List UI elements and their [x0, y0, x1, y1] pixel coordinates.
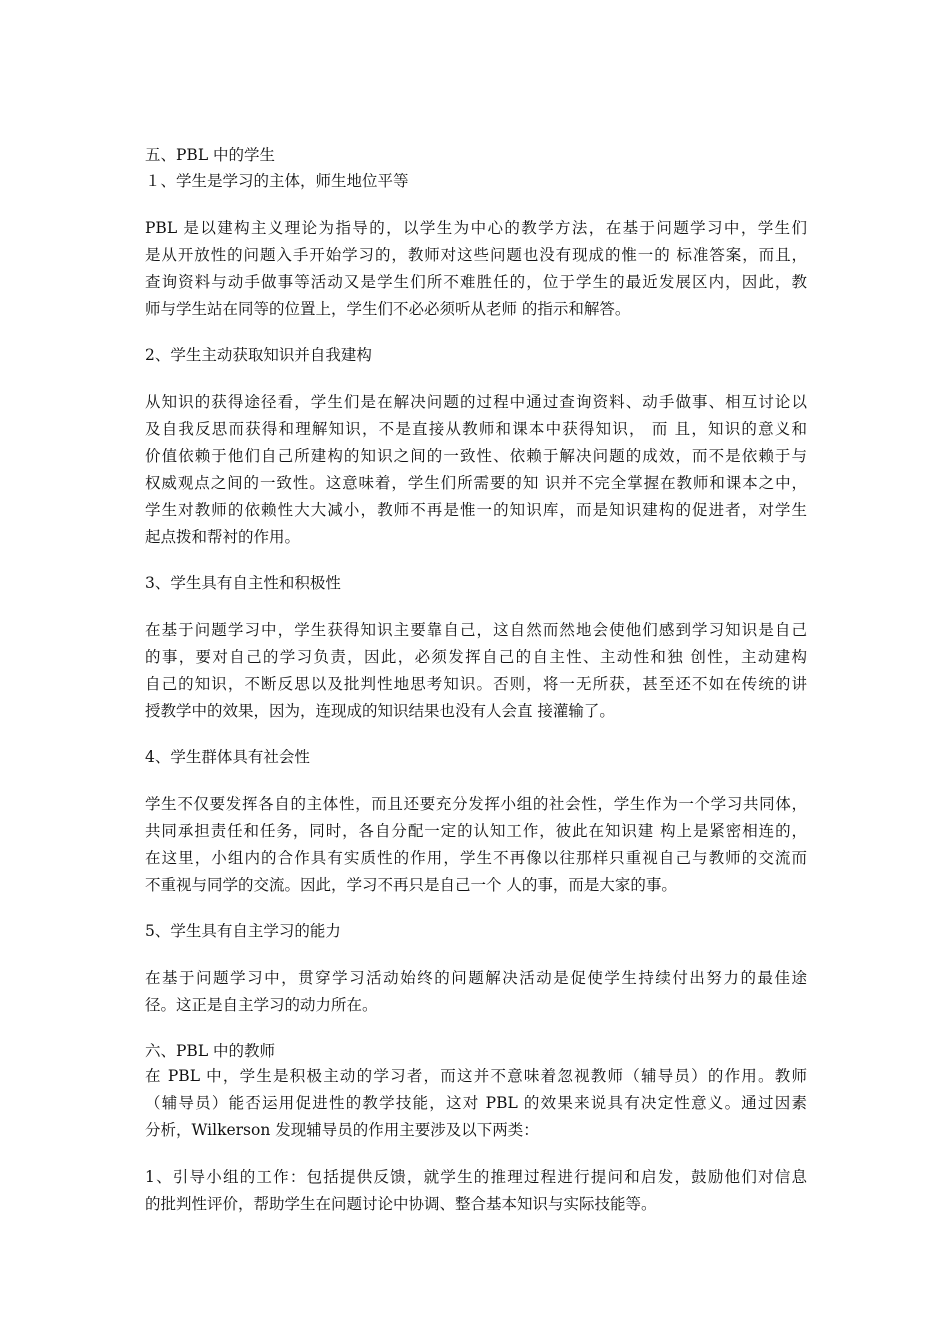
- subsection-heading: 2、学生主动获取知识并自我建构: [145, 346, 372, 364]
- paragraph-line: 授教学中的效果，因为，连现成的知识结果也没有人会直 接灌输了。: [145, 702, 615, 720]
- paragraph-line: 在基于问题学习中，贯穿学习活动始终的问题解决活动是促使学生持续付出努力的最佳途: [145, 969, 807, 987]
- paragraph-line: 学生对教师的依赖性大大减小，教师不再是惟一的知识库，而是知识建构的促进者，对学生: [145, 501, 807, 519]
- paragraph-line: 查询资料与动手做事等活动又是学生们所不难胜任的，位于学生的最近发展区内，因此，教: [145, 273, 807, 291]
- paragraph-line: 价值依赖于他们自己所建构的知识之间的一致性、依赖于解决问题的成效，而不是依赖于与: [145, 447, 807, 465]
- paragraph-line: 学生不仅要发挥各自的主体性，而且还要充分发挥小组的社会性，学生作为一个学习共同体，: [145, 795, 807, 813]
- paragraph-line: 师与学生站在同等的位置上，学生们不必必须听从老师 的指示和解答。: [145, 300, 631, 318]
- subsection-heading: １、学生是学习的主体，师生地位平等: [145, 172, 409, 190]
- paragraph-line: 在这里，小组内的合作具有实质性的作用，学生不再像以往那样只重视自己与教师的交流而: [145, 849, 807, 867]
- paragraph-line: 分析，Wilkerson 发现辅导员的作用主要涉及以下两类：: [145, 1121, 539, 1139]
- paragraph-line: PBL 是以建构主义理论为指导的，以学生为中心的教学方法，在基于问题学习中，学生们: [145, 219, 807, 237]
- paragraph-line: 在基于问题学习中，学生获得知识主要靠自己，这自然而然地会使他们感到学习知识是自己: [145, 621, 807, 639]
- paragraph-line: （辅导员）能否运用促进性的教学技能，这对 PBL 的效果来说具有决定性意义。通过因素: [145, 1094, 807, 1112]
- subsection-heading: 5、学生具有自主学习的能力: [145, 922, 341, 940]
- paragraph-line: 是从开放性的问题入手开始学习的，教师对这些问题也没有现成的惟一的 标准答案，而且，: [145, 246, 807, 264]
- paragraph-line: 及自我反思而获得和理解知识，不是直接从教师和课本中获得知识， 而 且，知识的意义和: [145, 420, 807, 438]
- section-heading: 六、PBL 中的教师: [145, 1042, 276, 1060]
- paragraph-line: 的批判性评价，帮助学生在问题讨论中协调、整合基本知识与实际技能等。: [145, 1195, 657, 1213]
- paragraph-line: 在 PBL 中，学生是积极主动的学习者，而这并不意味着忽视教师（辅导员）的作用。教师: [145, 1067, 807, 1085]
- paragraph-line: 共同承担责任和任务，同时，各自分配一定的认知工作，彼此在知识建 构上是紧密相连的，: [145, 822, 807, 840]
- paragraph-line: 自己的知识，不断反思以及批判性地思考知识。否则，将一无所获，甚至还不如在传统的讲: [145, 675, 807, 693]
- subsection-heading: 4、学生群体具有社会性: [145, 748, 310, 766]
- subsection-heading: 3、学生具有自主性和积极性: [145, 574, 341, 592]
- paragraph-line: 1、引导小组的工作：包括提供反馈，就学生的推理过程进行提问和启发，鼓励他们对信息: [145, 1168, 807, 1186]
- paragraph-line: 权威观点之间的一致性。这意味着，学生们所需要的知 识并不完全掌握在教师和课本之中，: [145, 474, 807, 492]
- paragraph-line: 的事，要对自己的学习负责，因此，必须发挥自己的自主性、主动性和独 创性，主动建构: [145, 648, 807, 666]
- paragraph-line: 从知识的获得途径看，学生们是在解决问题的过程中通过查询资料、动手做事、相互讨论以: [145, 393, 807, 411]
- paragraph-line: 起点拨和帮衬的作用。: [145, 528, 301, 546]
- section-heading: 五、PBL 中的学生: [145, 146, 276, 164]
- paragraph-line: 不重视与同学的交流。因此，学习不再只是自己一个 人的事，而是大家的事。: [145, 876, 677, 894]
- paragraph-line: 径。这正是自主学习的动力所在。: [145, 996, 378, 1014]
